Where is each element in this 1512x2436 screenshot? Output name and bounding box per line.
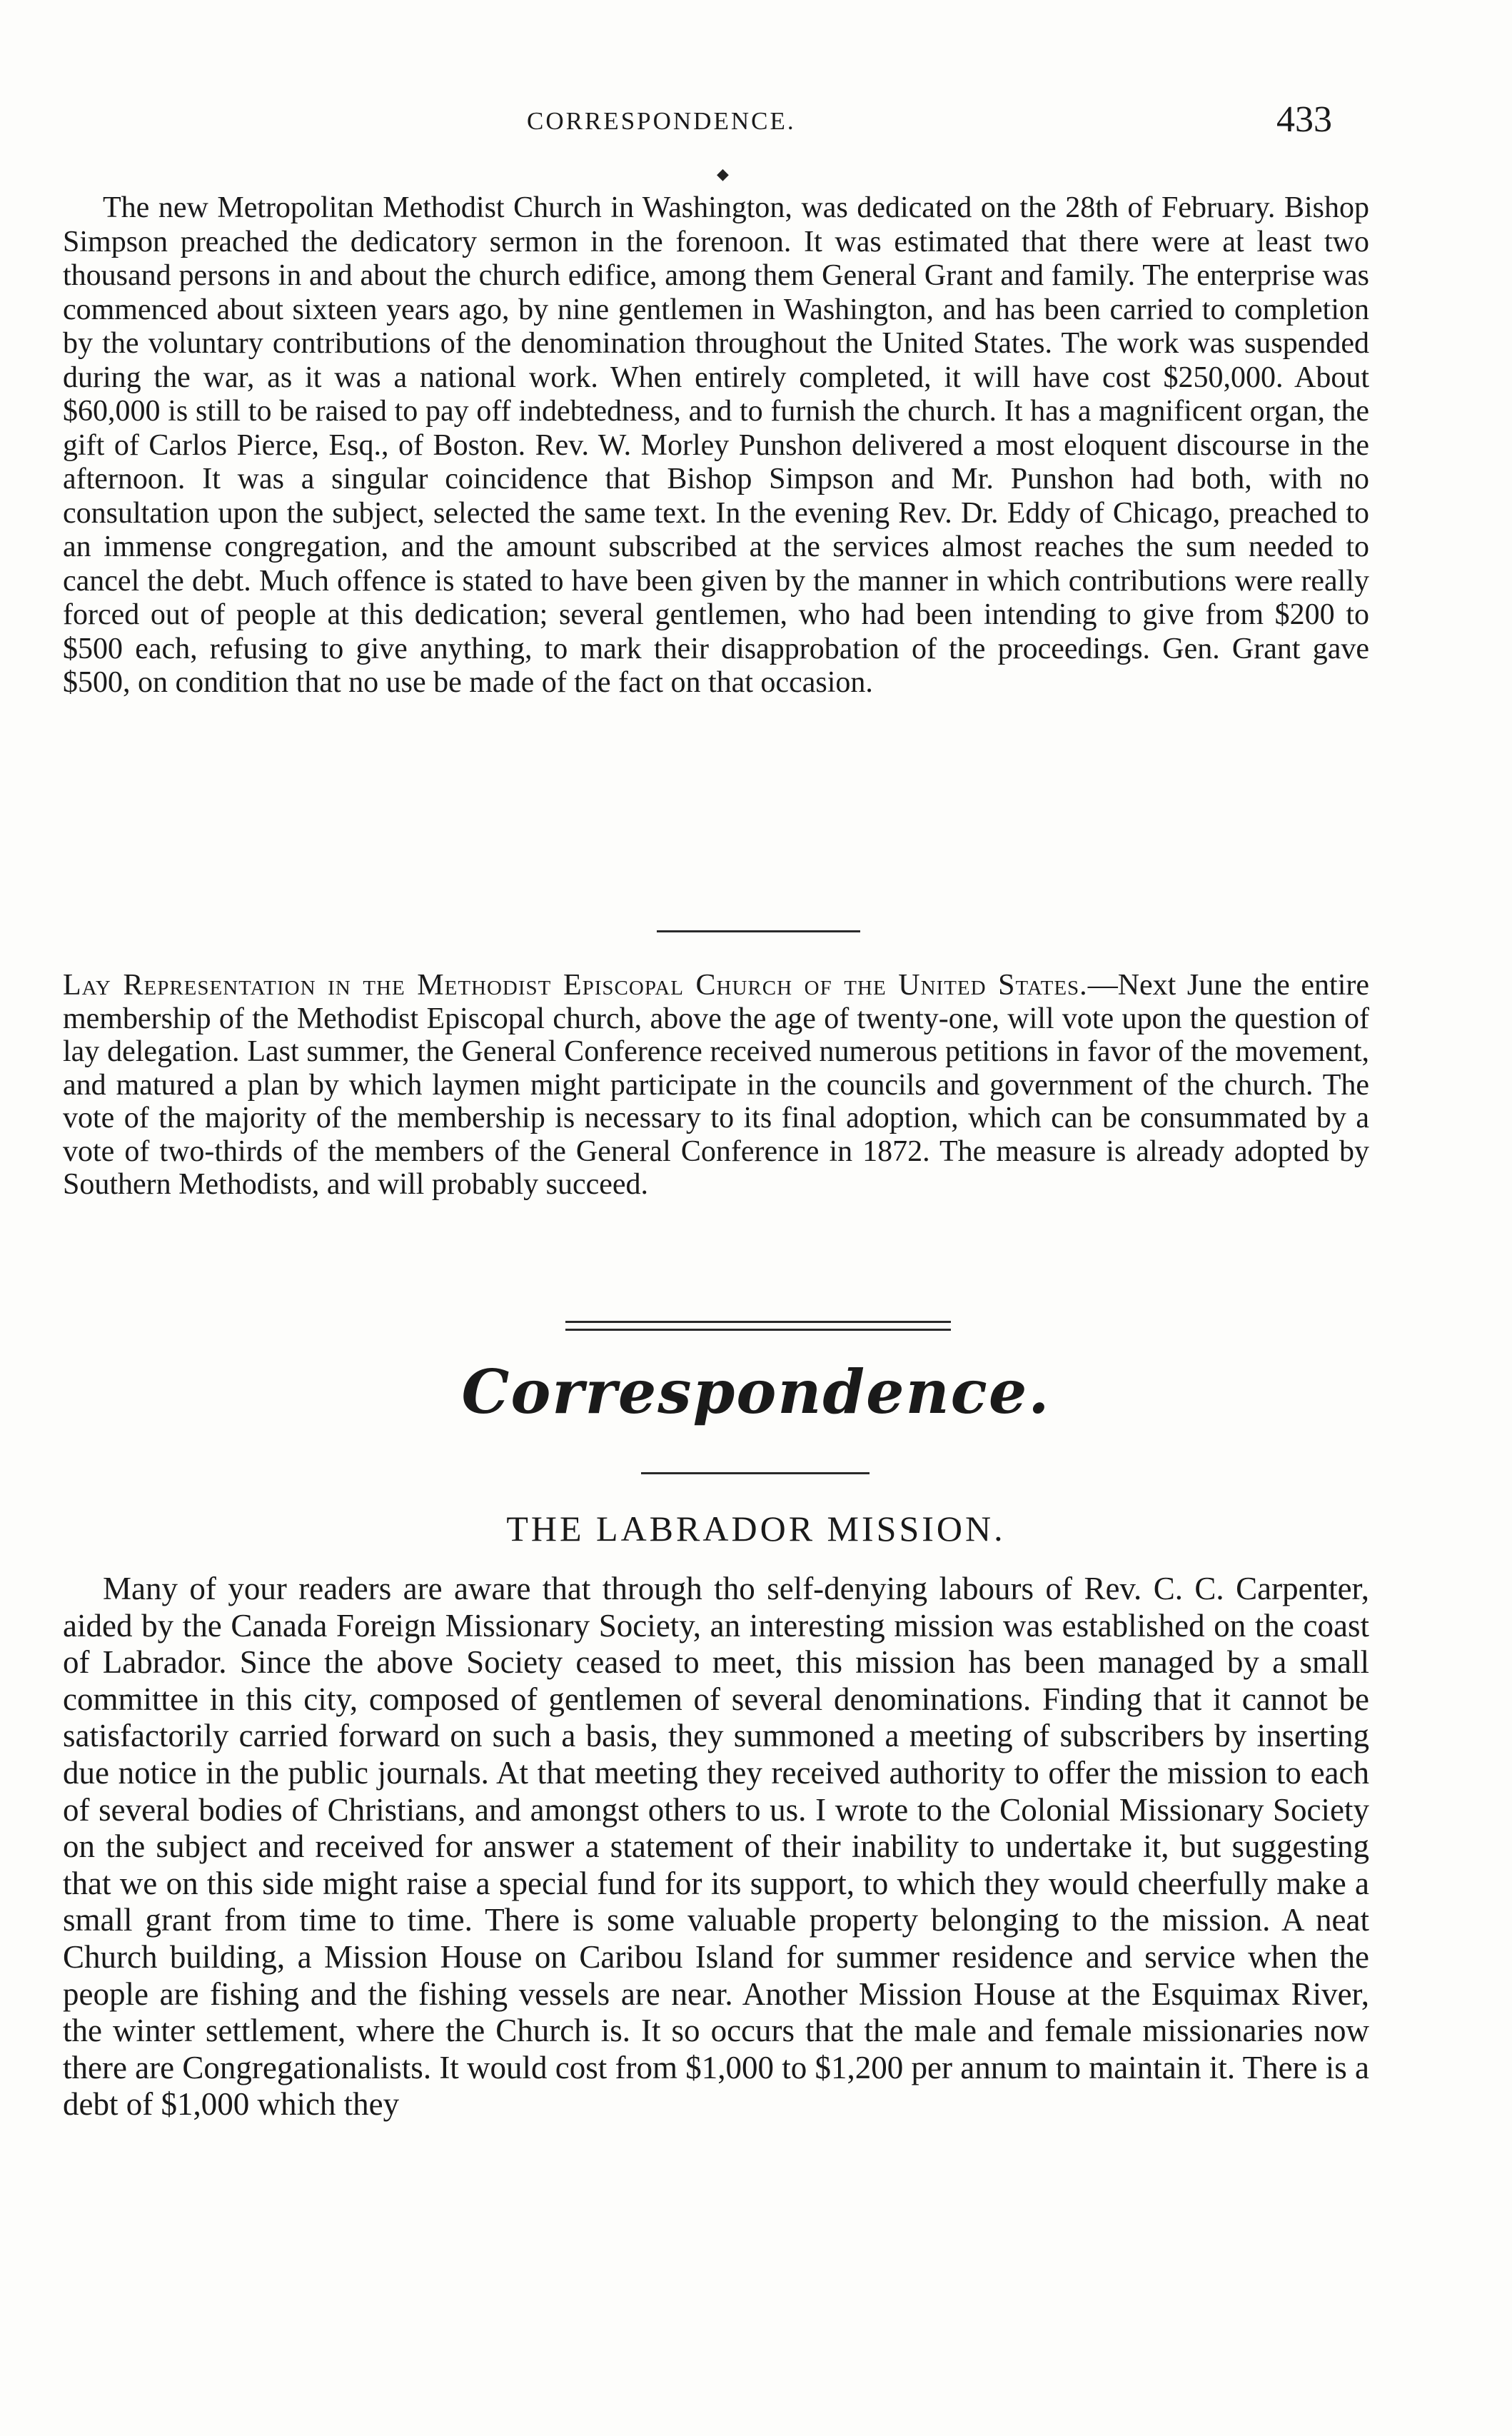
section-heading: Correspondence. (461, 1357, 1051, 1427)
news-item-1-text: The new Metropolitan Methodist Church in Washington, was dedicated on the 28th of February. Bishop Simpson preached the dedicatory sermon in the forenoon. It was estimated that there were at least two thousand persons in and about the church edifice, among them General Grant and family. The enterprise was commenced about sixteen years ago, by nine gentlemen in Washington, and has been carried to completion by the voluntary contributions of the denomination throughout the United States. The work was suspended during the war, as it was a national work. When entirely completed, it will have cost $250,000. About $60,000 is still to be raised to pay off indebtedness, and to furnish the church. It has a magnificent organ, the gift of Carlos Pierce, Esq., of Boston. Rev. W. Morley Punshon delivered a most eloquent discourse in the afternoon. It was a singular coincidence that Bishop Simpson and Mr. Punshon had both, with no consultation upon the subject, selected the same text. In the evening Rev. Dr. Eddy of Chicago, preached to an immense congregation, and the amount subscribed at the services almost reaches the sum needed to cancel the debt. Much offence is stated to have been given by the manner in which contributions were really forced out of people at this dedication; several gentlemen, who had been intending to give from $200 to $500 each, refusing to give anything, to mark their disapprobation of the proceedings. Gen. Grant gave $500, on condition that no use be made of the fact on that occasion. (63, 191, 1369, 699)
news-item-metropolitan-church (63, 191, 1369, 700)
article-title: THE LABRADOR MISSION. (506, 1509, 1006, 1549)
running-head (0, 99, 1512, 150)
news-item-lay-representation (63, 969, 1369, 1202)
news-item-2-text: —Next June the entire membership of the Methodist Episcopal church, above the age of twenty-one, will vote upon the question of lay delegation. Last summer, the General Conference received numerous petitions in favor of the movement, and matured a plan by which laymen might participate in the councils and government of the church. The vote of the majority of the membership is necessary to its final adoption, which can be consummated by a vote of two-thirds of the members of the General Conference in 1872. The measure is already adopted by Southern Methodists, and will probably succeed. (63, 969, 1369, 1201)
running-title: CORRESPONDENCE. (527, 107, 796, 135)
article-body (63, 1571, 1369, 2123)
article-paragraph: Many of your readers are aware that through tho self-denying labours of Rev. C. C. Carpenter, aided by the Canada Foreign Missionary Society, an interesting mission was established on the coast of Labrador. Since the above Society ceased to meet, this mission has been managed by a small committee in this city, composed of gentlemen of several denominations. Finding that it cannot be satisfactorily carried forward on such a basis, they summoned a meeting of subscribers by inserting due notice in the public journals. At that meeting they received authority to offer the mission to each of several bodies of Christians, and amongst others to us. I wrote to the Colonial Missionary Society on the subject and received for answer a statement of their inability to undertake it, but suggesting that we on this side might raise a special fund for its support, to which they would cheerfully make a small grant from time to time. There is some valuable property belonging to the mission. A neat Church building, a Mission House on Caribou Island for summer residence and service when the people are fishing and the fishing vessels are near. Another Mission House at the Esquimax River, the winter settlement, where the Church is. It so occurs that the male and female missionaries now there are Congregationalists. It would cost from $1,000 to $1,200 per annum to maintain it. There is a debt of $1,000 which they (63, 1571, 1370, 2123)
double-rule-top (565, 1321, 951, 1323)
double-rule-bottom (565, 1329, 951, 1331)
news-item-2-paragraph (63, 969, 1369, 1202)
heading-underline-rule (641, 1472, 870, 1474)
diamond-ornament-icon: ◆ (717, 166, 729, 183)
news-item-2-heading: Lay Representation in the Methodist Episcopal Church of the United States. (63, 969, 1088, 1002)
section-divider-rule (657, 930, 860, 932)
page-number: 433 (1276, 99, 1332, 140)
